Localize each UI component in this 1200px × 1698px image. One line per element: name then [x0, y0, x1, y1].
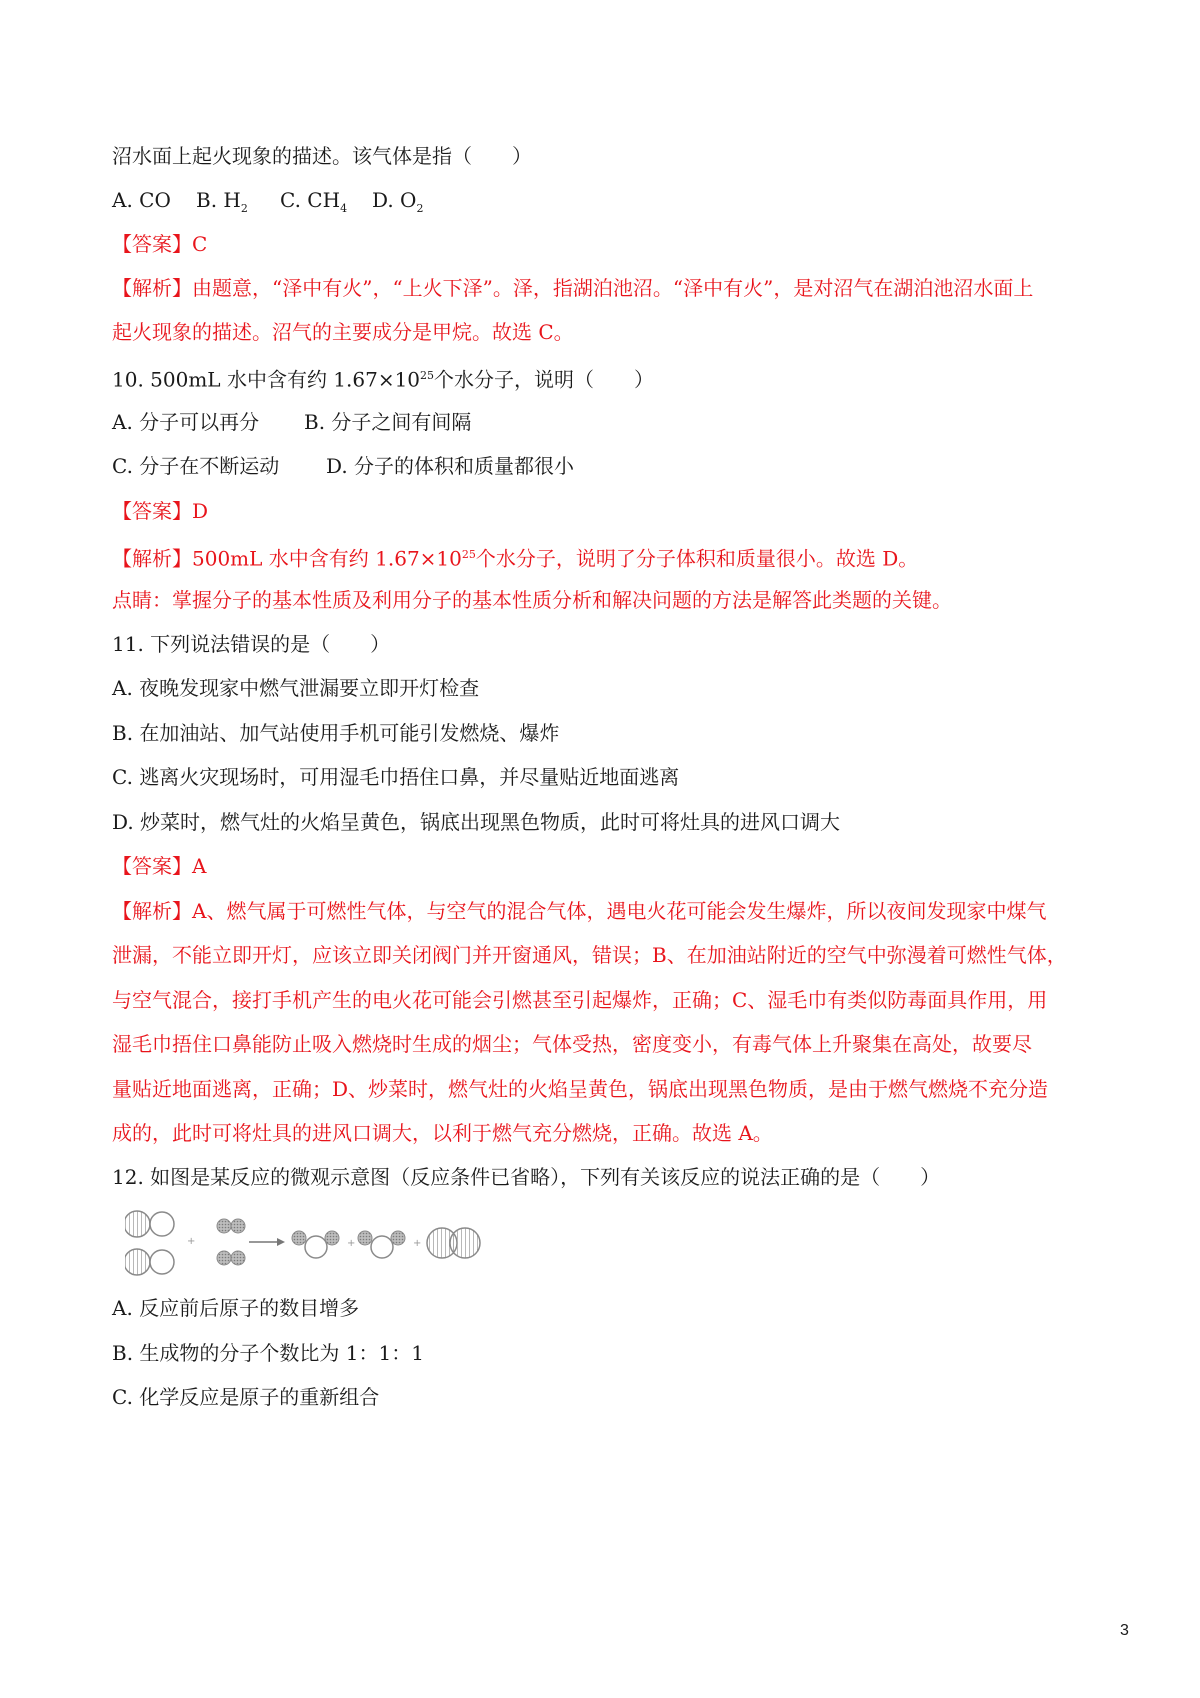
- analysis-label: 【解析】: [112, 899, 192, 923]
- q10-stem: [112, 362, 654, 394]
- answer-label: 【答案】: [112, 232, 192, 256]
- q11-option-b: B. 在加油站、加气站使用手机可能引发燃烧、爆炸: [112, 721, 560, 745]
- q9-option-d-text: D. O: [372, 188, 417, 212]
- page-number: 3: [1120, 1622, 1129, 1639]
- answer-label: 【答案】: [112, 854, 192, 878]
- q11-analysis-line-3: 与空气混合，接打手机产生的电火花可能会引燃甚至引起爆炸，正确；C、湿毛巾有类似防毒面具作用，用: [112, 988, 1048, 1012]
- plus-sign: +: [347, 1238, 356, 1249]
- answer-value: D: [192, 499, 209, 523]
- reaction-arrow: [249, 1238, 285, 1246]
- q11-analysis-line-1: [112, 897, 1046, 925]
- q11-answer: [112, 852, 206, 880]
- analysis-text: 由题意，“泽中有火”，“上火下泽”。泽，指湖泊池沼。“泽中有火”，是对沼气在湖泊池沼水面上: [192, 276, 1034, 300]
- q9-option-d-sub: 2: [416, 202, 424, 215]
- q10-tip: 点睛：掌握分子的基本性质及利用分子的基本性质分析和解决问题的方法是解答此类题的关键。: [112, 588, 952, 612]
- q9-option-b: [196, 186, 280, 223]
- q12-stem: 12. 如图是某反应的微观示意图（反应条件已省略），下列有关该反应的说法正确的是（ ）: [112, 1165, 941, 1189]
- analysis-label: 【解析】: [112, 276, 192, 300]
- answer-value: A: [192, 854, 207, 878]
- reactant-molecule-2: [125, 1249, 174, 1275]
- q9-stem: 沼水面上起火现象的描述。该气体是指（ ）: [112, 144, 532, 168]
- reactant-molecule-4: [217, 1251, 245, 1265]
- q11-option-c: C. 逃离火灾现场时，可用湿毛巾捂住口鼻，并尽量贴近地面逃离: [112, 765, 680, 789]
- q9-options: [112, 186, 423, 223]
- q9-option-c-sub: 4: [340, 202, 348, 215]
- q9-option-c-text: C. CH: [280, 188, 341, 212]
- q10-analysis: [112, 541, 918, 573]
- plus-sign: +: [413, 1238, 422, 1249]
- q11-analysis-line-6: 成的，此时可将灶具的进风口调大，以利于燃气充分燃烧，正确。故选 A。: [112, 1121, 773, 1145]
- q9-analysis-line-2: 起火现象的描述。沼气的主要成分是甲烷。故选 C。: [112, 320, 574, 344]
- q12-option-c: C. 化学反应是原子的重新组合: [112, 1385, 380, 1409]
- q10-stem-text: 10. 500mL 水中含有约 1.67×10: [112, 367, 421, 392]
- q9-option-a: A. CO: [112, 188, 171, 212]
- product-molecule-2: [358, 1231, 405, 1258]
- q9-analysis-line-1: [112, 274, 1033, 302]
- q10-options-row-1: [112, 408, 471, 436]
- q12-option-b: B. 生成物的分子个数比为 1：1：1: [112, 1341, 424, 1365]
- q9-option-b-sub: 2: [240, 202, 248, 215]
- q10-stem-tail: 个水分子，说明（ ）: [434, 367, 655, 392]
- q11-analysis-line-4: 湿毛巾捂住口鼻能防止吸入燃烧时生成的烟尘；气体受热，密度变小，有毒气体上升聚集在高处，故要尽: [112, 1032, 1032, 1056]
- analysis-text-tail: 个水分子，说明了分子体积和质量很小。故选 D。: [475, 546, 919, 571]
- analysis-text: 500mL 水中含有约 1.67×10: [192, 546, 462, 571]
- analysis-text: A、燃气属于可燃性气体，与空气的混合气体，遇电火花可能会发生爆炸，所以夜间发现家中煤气: [192, 899, 1047, 923]
- answer-label: 【答案】: [112, 499, 192, 523]
- q10-option-d: D. 分子的体积和质量都很小: [326, 454, 575, 478]
- q9-option-c: [280, 186, 372, 223]
- q11-analysis-line-5: 量贴近地面逃离，正确；D、炒菜时，燃气灶的火焰呈黄色，锅底出现黑色物质，是由于燃气燃烧不充分造: [112, 1077, 1049, 1101]
- q10-option-c: C. 分子在不断运动: [112, 454, 280, 478]
- product-molecule-1: [292, 1231, 339, 1258]
- q11-analysis-line-2: 泄漏，不能立即开灯，应该立即关闭阀门并开窗通风，错误；B、在加油站附近的空气中弥漫着可燃性气体，: [112, 943, 1067, 967]
- q10-option-b: B. 分子之间有间隔: [304, 410, 472, 434]
- q10-exponent: 25: [420, 369, 435, 382]
- q11-stem: 11. 下列说法错误的是（ ）: [112, 632, 391, 656]
- answer-value: C: [192, 232, 208, 256]
- q11-option-a: A. 夜晚发现家中燃气泄漏要立即开灯检查: [112, 676, 480, 700]
- q10-option-a: A. 分子可以再分: [112, 410, 260, 434]
- q9-option-d: [372, 186, 423, 223]
- product-molecule-3: [427, 1228, 480, 1258]
- q12-option-a: A. 反应前后原子的数目增多: [112, 1296, 360, 1320]
- q9-option-b-text: B. H: [196, 188, 241, 212]
- reactant-molecule-1: [125, 1211, 174, 1237]
- analysis-exponent: 25: [461, 548, 476, 561]
- q9-answer: [112, 230, 207, 258]
- q11-option-d: D. 炒菜时，燃气灶的火焰呈黄色，锅底出现黑色物质，此时可将灶具的进风口调大: [112, 810, 841, 834]
- plus-sign: +: [187, 1236, 196, 1247]
- q10-answer: [112, 497, 208, 525]
- reactant-molecule-3: [217, 1219, 245, 1233]
- q10-options-row-2: [112, 452, 574, 480]
- analysis-label: 【解析】: [112, 546, 192, 571]
- reaction-micro-diagram: [125, 1208, 525, 1290]
